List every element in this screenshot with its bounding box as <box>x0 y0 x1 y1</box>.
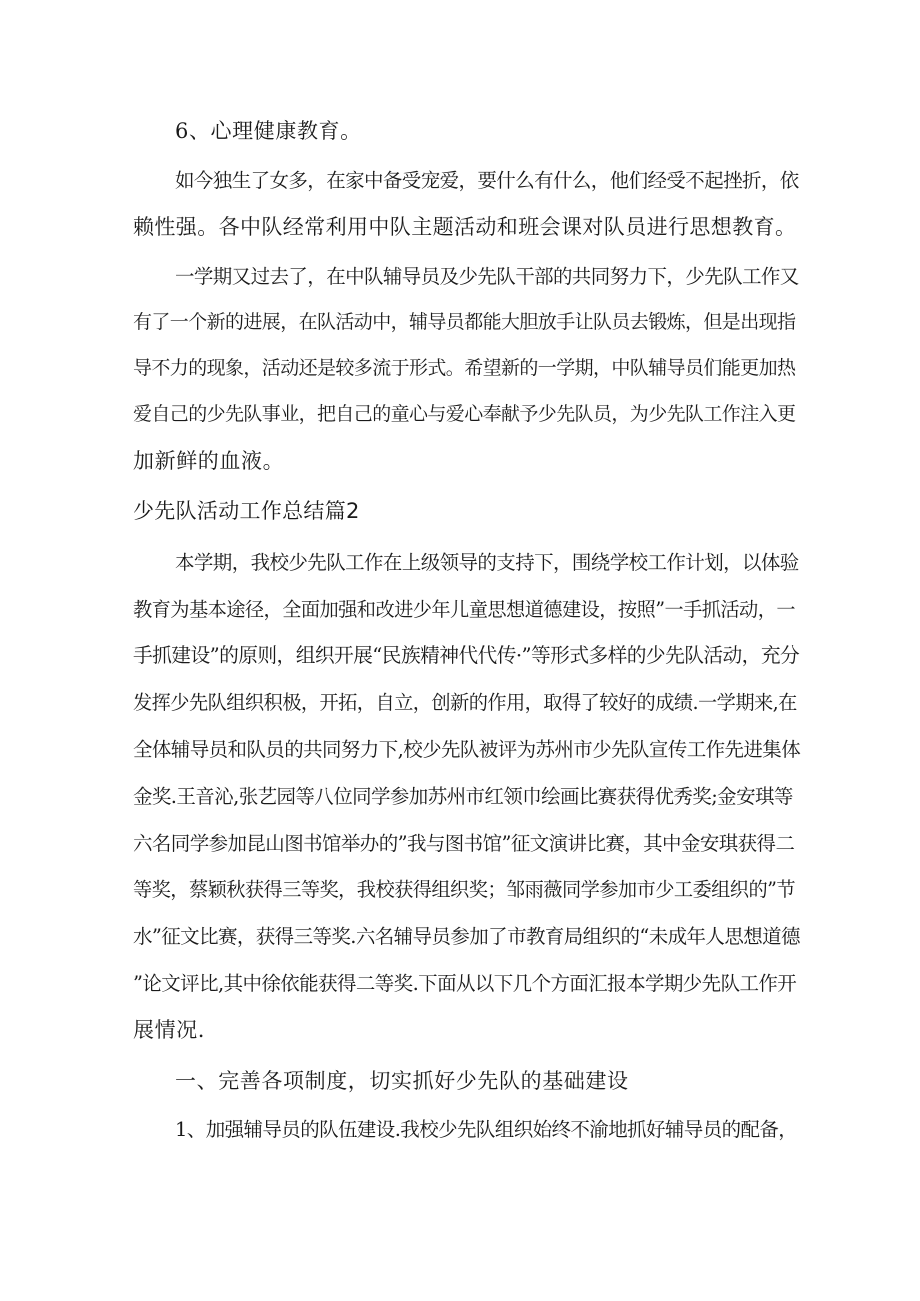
paragraph-line: 本学期，我校少先队工作在上级领导的支持下，围绕学校工作计划，以体验 <box>175 551 799 574</box>
paragraph-line: 一学期又过去了，在中队辅导员及少先队干部的共同努力下，少先队工作又 <box>175 265 799 288</box>
paragraph-line: 有了一个新的进展，在队活动中，辅导员都能大胆放手让队员去锻炼，但是出现指 <box>133 311 796 333</box>
paragraph-line: 爱自己的少先队事业，把自己的童心与爱心奉献予少先队员，为少先队工作注入更 <box>133 403 796 425</box>
paragraph-line: 六名同学参加昆山图书馆举办的”我与图书馆”征文演讲比赛，其中金安琪获得二 <box>133 832 795 855</box>
paragraph-line: 如今独生了女多，在家中备受宠爱，要什么有什么，他们经受不起挫折，依 <box>175 169 799 192</box>
paragraph-line: 教育为基本途径，全面加强和改进少年儿童思想道德建设，按照”一手抓活动，一 <box>133 598 795 621</box>
paragraph-line: 全体辅导员和队员的共同努力下,校少先队被评为苏州市少先队宣传工作先进集体 <box>133 738 801 761</box>
paragraph-line: 1、加强辅导员的队伍建设.我校少先队组织始终不渝地抓好辅导员的配备， <box>175 1118 798 1141</box>
paragraph-line: 加新鲜的血液。 <box>133 449 285 473</box>
paragraph-line: 手抓建设”的原则，组织开展“民族精神代代传·”等形式多样的少先队活动，充分 <box>133 644 800 667</box>
paragraph-line: 水”征文比赛，获得三等奖.六名辅导员参加了市教育局组织的“未成年人思想道德 <box>133 925 800 948</box>
subsection-heading: 一、完善各项制度，切实抓好少先队的基础建设 <box>175 1069 629 1093</box>
paragraph-line: 展情况. <box>133 1018 206 1042</box>
paragraph-line: 金奖.王音沁,张艺园等八位同学参加苏州市红领巾绘画比赛获得优秀奖;金安琪等 <box>133 785 793 808</box>
paragraph-line: 导不力的现象，活动还是较多流于形式。希望新的一学期，中队辅导员们能更加热 <box>133 357 796 379</box>
list-item-psych-education: 6、心理健康教育。 <box>175 119 362 143</box>
paragraph-line: 等奖，蔡颖秋获得三等奖，我校获得组织奖；邹雨薇同学参加市少工委组织的”节 <box>133 878 795 901</box>
section-heading: 少先队活动工作总结篇2 <box>133 499 360 523</box>
paragraph-line: 发挥少先队组织积极，开拓，自立，创新的作用，取得了较好的成绩.一学期来,在 <box>133 691 797 714</box>
paragraph-line: ”论文评比,其中徐依能获得二等奖.下面从以下几个方面汇报本学期少先队工作开 <box>133 972 797 995</box>
paragraph-line: 赖性强。各中队经常利用中队主题活动和班会课对队员进行思想教育。 <box>133 215 797 239</box>
